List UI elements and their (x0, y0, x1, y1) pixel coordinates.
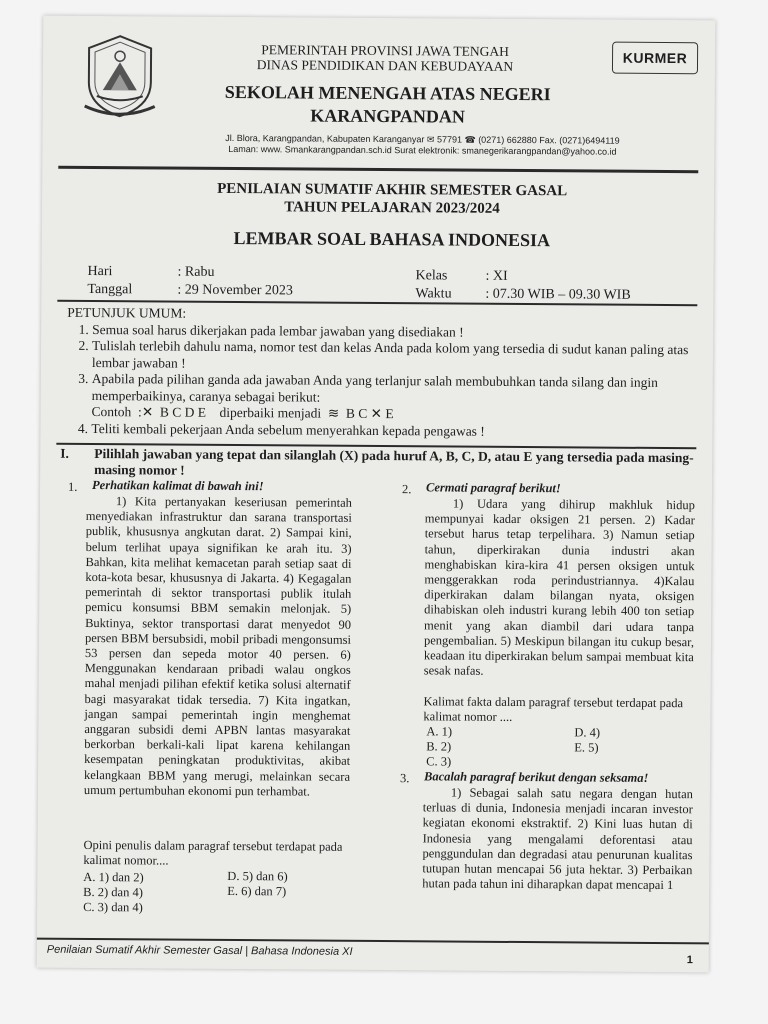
kelas-label: Kelas (415, 268, 448, 284)
crossed-a-icon: ✕ (141, 404, 154, 420)
section-text: Pilihlah jawaban yang tepat dan silanglah (X) pada huruf A, B, C, D, atau E yang tersedia pada masing-masing nomor ! (94, 446, 694, 478)
q1-option-b[interactable]: B. 2) dan 4) (83, 884, 143, 900)
gov-line-1: PEMERINTAH PROVINSI JAWA TENGAH (261, 42, 510, 59)
exam-sheet (37, 16, 716, 973)
school-line-2: KARANGPANDAN (310, 105, 466, 127)
q2-number: 2. (401, 482, 412, 497)
school-line-1: SEKOLAH MENENGAH ATAS NEGERI (224, 81, 551, 105)
footer-divider (37, 938, 709, 945)
q2-passage: 1) Udara yang dihirup makhluk hidup mempunyai kadar oksigen 21 persen. 2) Kadar tersebut harus tetap terpelihara. 3) Namun setiap tahun, diperkirakan dunia industri akan menghabiskan kira-kira 41 persen oksigen untuk menggerakkan roda perindustriannya. 4)Kalau diperkirakan dalam bilangan nyata, oksigen dihabiskan oleh industri kurang lebih 400 ton setiap menit yang akan diambil dari udara tanpa pengembalian. 5) Meskipun bilangan itu cukup besar, keadaan itu diperkirakan belum sampai membuat kita sesak nafas. (423, 496, 695, 678)
exam-title (132, 179, 652, 219)
instruction-item (92, 371, 697, 425)
contoh-label: Contoh (91, 404, 132, 420)
address-line-1: Jl. Blora, Karangpandan, Kabupaten Karanganyar ✉ 57791 ☎ (0271) 662880 Fax. (0271)6494119 (225, 132, 620, 146)
q1-option-a[interactable]: A. 1) dan 2) (83, 869, 144, 885)
hari-label: Hari (87, 263, 113, 280)
q2-option-c[interactable]: C. 3) (426, 754, 452, 769)
q2-option-e[interactable]: E. 5) (574, 740, 599, 755)
q1-question: Opini penulis dalam paragraf tersebut terdapat pada kalimat nomor.... (83, 837, 343, 868)
school-address (142, 132, 702, 158)
q2-heading: Cermati paragraf berikut! (425, 480, 561, 496)
q3-number: 3. (399, 771, 410, 786)
q2-option-b[interactable]: B. 2) (426, 739, 452, 754)
instruction-item: 4. Teliti kembali pekerjaan Anda sebelum menyerahkan kepada pengawas ! (91, 421, 696, 442)
header-divider (58, 166, 698, 173)
q1-heading: Perhatikan kalimat di bawah ini! (92, 478, 264, 494)
subject-title: LEMBAR SOAL BAHASA INDONESIA (233, 227, 551, 251)
page-number: 1 (686, 954, 693, 967)
crossed-d-icon: ✕ (370, 405, 383, 422)
hari-value: : Rabu (177, 264, 215, 280)
instruction-text: Apabila pada pilihan ganda ada jawaban Anda yang terlanjur salah membubuhkan tanda silang dan ingin memperbaikinya, caranya sebagai berikut: (91, 371, 658, 405)
q1-option-e[interactable]: E. 6) dan 7) (227, 883, 287, 899)
government-header (193, 42, 577, 75)
section-heading (60, 446, 696, 482)
address-line-2: Laman: www. Smankarangpandan.sch.id Surat elektronik: smanegerikarangpandan@yahoo.co.id (228, 143, 617, 157)
q3-passage: 1) Sebagai salah satu negara dengan hutan terluas di dunia, Indonesia menjadi incaran investor kegiatan ekonomi ekstraktif. 2) Kini luas hutan di Indonesia yang mengalami deforentasi atau penggundulan dan degradasi atau penurunan kualitas tutupan hutan mencapai 56 juta hektar. 3) Perbaikan hutan pada tahun ini diharapkan dapat mencapai 1 (422, 785, 693, 893)
q2-question: Kalimat fakta dalam paragraf tersebut terdapat pada kalimat nomor .... (423, 694, 684, 725)
provincial-emblem-icon (81, 32, 160, 119)
contoh-options-before: B C D E (159, 404, 207, 420)
footer-text: Penilaian Sumatif Akhir Semester Gasal | Bahasa Indonesia XI (46, 943, 353, 958)
q1-option-c[interactable]: C. 3) dan 4) (83, 899, 143, 915)
q1-number: 1. (67, 479, 78, 494)
contoh-option-e: E (385, 406, 394, 422)
exam-title-line-2: TAHUN PELAJARAN 2023/2024 (284, 199, 500, 217)
waktu-value: : 07.30 WIB – 09.30 WIB (485, 286, 631, 303)
general-instructions (66, 305, 697, 441)
q2-option-a[interactable]: A. 1) (426, 724, 453, 739)
waktu-label: Waktu (415, 286, 452, 302)
contoh-example: Contoh :✕ B C D E diperbaiki menjadi ≋ B C ✕ E (91, 404, 394, 422)
kurmer-stamp: KURMER (612, 42, 698, 75)
school-name (183, 81, 593, 130)
contoh-middle-text: diperbaiki menjadi (219, 404, 322, 421)
instruction-item: 2. Tulislah terlebih dahulu nama, nomor test dan kelas Anda pada kolom yang tersedia di sudut kanan paling atas lembar jawaban ! (92, 338, 697, 375)
corrected-a-icon: ≋ (327, 405, 340, 421)
q2-option-d[interactable]: D. 4) (574, 725, 601, 740)
contoh-options-after: B C (345, 405, 368, 421)
section-number: I. (60, 445, 69, 461)
instructions-list (66, 321, 697, 441)
tanggal-value: : 29 November 2023 (177, 282, 293, 299)
exam-title-line-1: PENILAIAN SUMATIF AKHIR SEMESTER GASAL (217, 180, 568, 200)
gov-line-2: DINAS PENDIDIKAN DAN KEBUDAYAAN (256, 57, 514, 74)
q1-passage: 1) Kita pertanyakan keseriusan pemerintah menyediakan infrastruktur dan sarana transportasi publik, khususnya angkutan darat. 2) Sampai kini, belum terlihat upaya signifikan ke arah itu. 3) Bahkan, kita melihat kemacetan parah setiap saat di kota-kota besar, khususnya di Jakarta. 4) Kegagalan pemerintah di sektor transportasi publik itulah pemicu konsumsi BBM semakin melonjak. 5) Buktinya, sektor transportasi darat menyedot 90 persen BBM bersubsidi, mobil pribadi mengonsumsi 53 persen dan sepeda motor 40 persen. 6) Menggunakan kendaraan pribadi walau ongkos mahal menjadi pilihan efektif ketika solusi alternatif bagi masyarakat tidak tersedia. 7) Kita ingatkan, jangan sampai pemerintah ingin menghemat anggaran subsidi demi APBN lantas masyarakat berkorban berkali-kali lipat karena kehilangan kesempatan peningkatan produktivitas, akibat kelangkaan BBM yang merugi, melainkan secara umum pertumbuhan ekonomi pun terhambat. (83, 494, 352, 799)
instructions-heading: PETUNJUK UMUM: (67, 304, 187, 321)
kelas-value: : XI (485, 268, 508, 284)
tanggal-label: Tanggal (87, 281, 133, 298)
q3-heading: Bacalah paragraf berikut dengan seksama! (423, 769, 649, 785)
instruction-item: 1. Semua soal harus dikerjakan pada lembar jawaban yang disediakan ! (92, 322, 697, 343)
q1-option-d[interactable]: D. 5) dan 6) (227, 868, 288, 884)
